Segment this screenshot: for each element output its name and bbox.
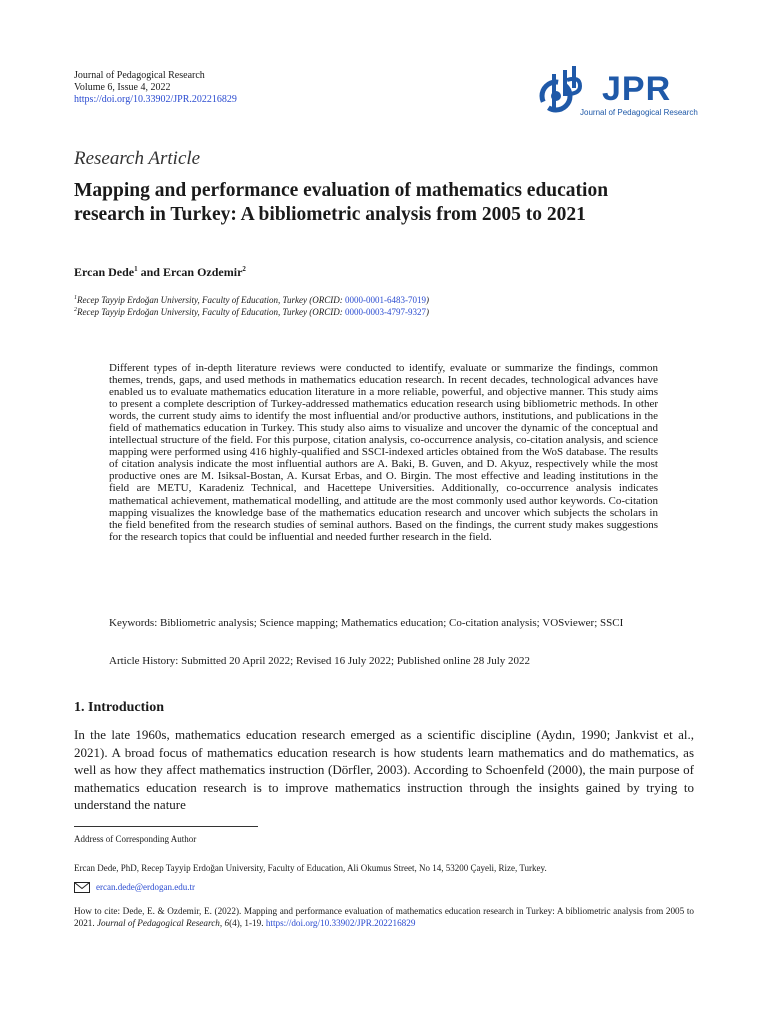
corresponding-author-email-row xyxy=(74,882,195,893)
email-link[interactable]: ercan.dede@erdogan.edu.tr xyxy=(96,882,195,892)
article-type: Research Article xyxy=(74,148,201,169)
logo-letters: JPR xyxy=(602,70,672,108)
section-heading-introduction: 1. Introduction xyxy=(74,700,164,715)
volume-issue: Volume 6, Issue 4, 2022 xyxy=(74,82,171,93)
affiliation-sup: 2 xyxy=(74,307,77,313)
corresponding-author-label: Address of Corresponding Author xyxy=(74,834,197,844)
affiliation-sup: 1 xyxy=(74,295,77,301)
affiliation-close: ) xyxy=(426,295,430,305)
corresponding-author-address: Ercan Dede, PhD, Recep Tayyip Erdoğan University, Faculty of Education, Ali Okumus Street, No 14, 53200 Çayeli, Rize, Turkey. xyxy=(74,863,547,873)
author-name-2: Ercan Ozdemir xyxy=(162,265,243,279)
jpr-logo xyxy=(536,66,696,122)
doi-link[interactable]: https://doi.org/10.33902/JPR.202216829 xyxy=(74,94,237,105)
citation-text: How to cite: Dede, E. & Ozdemir, E. (2022). Mapping and performance evaluation of mathematics education research in Turkey: A bibliometric analysis from 2005 to 2021. xyxy=(74,906,694,928)
footnote-divider xyxy=(74,826,258,827)
author-line xyxy=(74,265,246,280)
citation-pages: (4), 1-19. xyxy=(229,918,266,928)
citation-note xyxy=(74,905,694,929)
citation-journal: Journal of Pedagogical Research, 6 xyxy=(96,918,230,928)
envelope-icon xyxy=(74,882,90,893)
affiliation-text: Recep Tayyip Erdoğan University, Faculty of Education, Turkey (ORCID: xyxy=(77,295,346,305)
logo-subtitle: Journal of Pedagogical Research xyxy=(580,108,698,117)
author-name-1: Ercan Dede xyxy=(74,265,135,279)
author-sup-1: 1 xyxy=(134,265,138,273)
affiliation-close: ) xyxy=(426,307,430,317)
affiliation-1 xyxy=(74,295,429,305)
journal-header xyxy=(74,70,237,106)
orcid-link[interactable]: 0000-0003-4797-9327 xyxy=(345,307,427,317)
affiliation-2 xyxy=(74,307,429,317)
introduction-paragraph: In the late 1960s, mathematics education research emerged as a scientific discipline (Aydın, 1990; Jankvist et al., 2021). A broad focus of mathematics education research is how students learn mathematics and do mathematics, as well as how they affect mathematics instruction (Dörfler, 2003). According to Schoenfeld (2000), the main purpose of mathematics education research is to improve mathematics instruction through the insights gained by trying to understand the nature xyxy=(74,727,694,812)
article-history: Article History: Submitted 20 April 2022; Revised 16 July 2022; Published online 28 July 2022 xyxy=(109,655,531,667)
affiliation-text: Recep Tayyip Erdoğan University, Faculty of Education, Turkey (ORCID: xyxy=(77,307,346,317)
author-separator: and xyxy=(137,265,163,279)
author-sup-2: 2 xyxy=(242,265,246,273)
keywords: Keywords: Bibliometric analysis; Science mapping; Mathematics education; Co-citation analysis; VOSviewer; SSCI xyxy=(109,617,624,629)
citation-doi-link[interactable]: https://doi.org/10.33902/JPR.202216829 xyxy=(265,918,416,928)
article-title: Mapping and performance evaluation of mathematics education research in Turkey: A bibliometric analysis from 2005 to 2021 xyxy=(74,180,609,225)
orcid-link[interactable]: 0000-0001-6483-7019 xyxy=(345,295,427,305)
abstract-text: Different types of in-depth literature reviews were conducted to identify, evaluate or summarize the findings, common themes, trends, gaps, and used methods in mathematics education research. In recent decades, technological advances have enabled us to evaluate mathematics education literature in a more reliable, powerful, and objective manner. This study aims to present a complete description of Turkey-addressed mathematics education research using bibliometric methods. In other words, the current study aims to identify the most influential and/or productive authors, institutions, and publications in the field of mathematics education in Turkey. This study also aims to visualize and uncover the dynamic of the conceptual and intellectual structure of the field. For this purpose, citation analysis, co-occurrence analysis, co-citation analysis, and science mapping were performed using 416 highly-qualified and SSCI-indexed articles obtained from the WoS database. The results of citation analysis indicate the most influential authors are A. Baki, B. Guven, and D. Akyuz, respectively while the most productive ones are M. Isiksal-Bostan, A. Kursat Erbas, and O. Birgin. The most effective and leading institutions in the field are METU, Karadeniz Technical, and Hacettepe Universities. Additionally, co-occurrence analysis indicates mathematical achievement, mathematical modelling, and attitude are the most commonly used author keywords. Co-citation mapping visualizes the knowledge base of the mathematics education research and uncover which subjects the scholars in the field benefited from the research studies of seminal authors. Based on the findings, the current study makes suggestions for the research topics that could be influential and needed further research in the field. xyxy=(109,362,658,543)
journal-name: Journal of Pedagogical Research xyxy=(74,70,205,81)
